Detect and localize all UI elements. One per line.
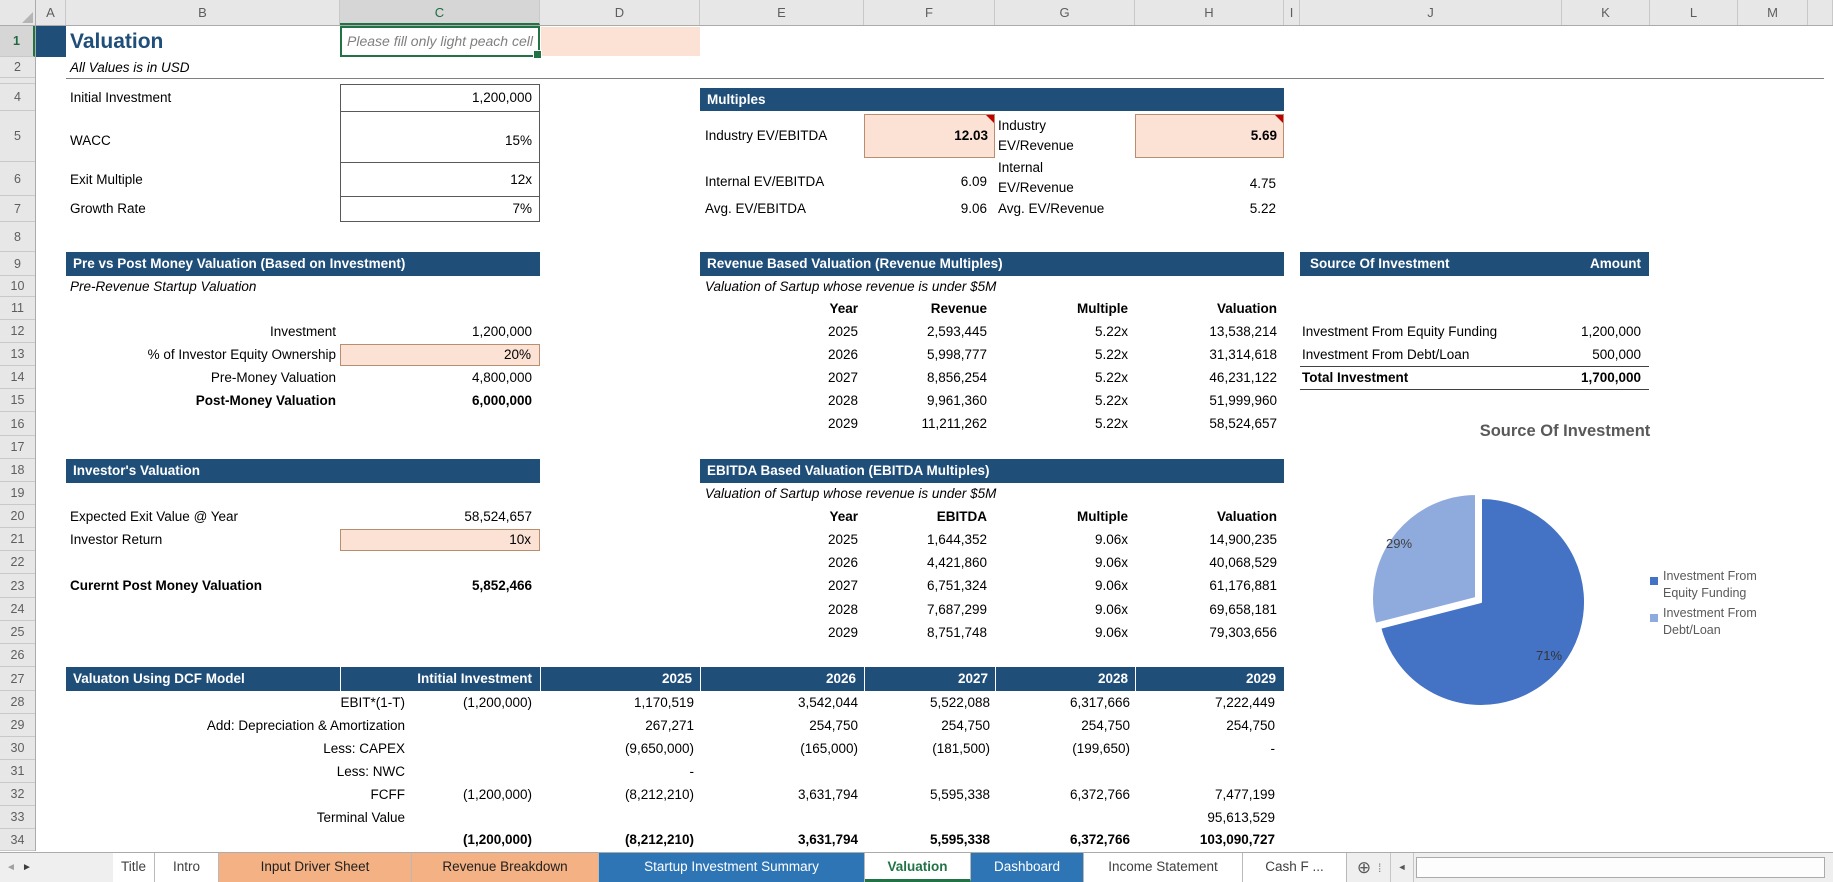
column-header-F[interactable]: F [864,0,995,25]
prepost-value: 20% [503,347,531,362]
select-all-corner[interactable] [0,0,36,26]
input-label: WACC [70,133,111,148]
source-total-label: Total Investment [1302,370,1409,385]
multiples-header: Multiples [700,88,1284,111]
table-col-header: Multiple [1077,509,1128,524]
sheet-tab-title[interactable]: Title [113,853,155,882]
source-total-bottomline [1300,389,1649,390]
table-cell: 61,176,881 [1209,578,1277,593]
pie-slice-debt[interactable] [1372,494,1476,624]
input-box-line-2 [340,162,540,163]
dcf-cell: (181,500) [932,741,990,756]
row-header-21[interactable]: 21 [0,528,35,551]
multiples-value: 4.75 [1249,176,1276,191]
row-header-32[interactable]: 32 [0,783,35,806]
row-header-12[interactable]: 12 [0,320,35,343]
table-cell: 8,856,254 [926,370,987,385]
dcf-total: 5,595,338 [929,832,990,847]
prepost-label: Pre-Money Valuation [210,370,336,385]
multiples-label: Internal EV/EBITDA [705,174,825,189]
column-header-E[interactable]: E [700,0,864,25]
input-value-initial-investment[interactable]: 1,200,000 [471,90,532,105]
row-header-29[interactable]: 29 [0,714,35,737]
row-header-19[interactable]: 19 [0,482,35,505]
dcf-cell: 6,372,766 [1069,787,1130,802]
multiples-input-industry-ev-ebitda[interactable] [864,114,995,158]
investor-label: Expected Exit Value @ Year [70,509,239,524]
pie-label-small: 29% [1386,536,1413,551]
table-cell: 2025 [827,532,858,547]
prepost-header: Pre vs Post Money Valuation (Based on Investment) [66,252,540,276]
dcf-cell: 95,613,529 [1207,810,1275,825]
tab-scroll-left-icon[interactable]: ◄ [6,862,16,873]
input-label: Initial Investment [70,90,172,105]
ebitda-val-header: EBITDA Based Valuation (EBITDA Multiples) [700,459,1284,483]
sheet-tab-intro[interactable]: Intro [155,853,219,882]
dcf-cell: 1,170,519 [633,695,694,710]
table-cell: 5.22x [1094,393,1128,408]
revenue-val-header: Revenue Based Valuation (Revenue Multiples) [700,252,1284,276]
multiples-value: 6.09 [960,174,987,189]
dcf-cell: (1,200,000) [462,695,532,710]
row-header-17[interactable]: 17 [0,436,35,459]
dcf-row-label: FCFF [370,787,405,802]
investor-value: 58,524,657 [464,509,532,524]
table-cell: 14,900,235 [1209,532,1277,547]
table-cell: 2025 [827,324,858,339]
table-col-header: Valuation [1216,301,1277,316]
legend-label-equity[interactable]: Investment From Equity Funding [1663,569,1757,600]
table-cell: 9.06x [1094,602,1128,617]
column-header-M[interactable]: M [1738,0,1808,25]
row-header-22[interactable]: 22 [0,551,35,574]
table-cell: 9.06x [1094,578,1128,593]
table-cell: 9,961,360 [926,393,987,408]
row-header-20[interactable]: 20 [0,505,35,528]
sheet-tab-bar [0,852,1833,882]
source-of-investment-pie-chart [1367,487,1595,715]
table-cell: 2029 [827,625,858,640]
column-header-L[interactable]: L [1650,0,1738,25]
row-header-strip [0,26,36,851]
dcf-col-header: 2028 [995,667,1135,691]
source-row-value: 1,200,000 [1580,324,1641,339]
dcf-cell: 254,750 [1081,718,1130,733]
multiples-value: 5.22 [1249,201,1276,216]
table-cell: 5,998,777 [926,347,987,362]
column-header-A[interactable]: A [36,0,66,25]
dcf-header: Valuaton Using DCF Model [66,667,340,691]
multiples-value: 12.03 [954,128,988,143]
dcf-cell: 254,750 [941,718,990,733]
dcf-row-label: Add: Depreciation & Amortization [206,718,405,733]
table-cell: 2028 [827,393,858,408]
column-header-J[interactable]: J [1300,0,1562,25]
dcf-cell: 267,271 [645,718,694,733]
dcf-total: 6,372,766 [1069,832,1130,847]
dcf-cell: 5,522,088 [929,695,990,710]
table-cell: 40,068,529 [1209,555,1277,570]
column-header-blank[interactable] [1808,0,1833,25]
row-header-15[interactable]: 15 [0,389,35,412]
investor-label: Investor Return [70,532,163,547]
row-header-23[interactable]: 23 [0,574,35,598]
row-header-33[interactable]: 33 [0,806,35,829]
dcf-row-label: Terminal Value [316,810,405,825]
dcf-col-header: 2026 [700,667,864,691]
dcf-row-label: EBIT*(1-T) [340,695,405,710]
source-amount-label: Amount [1590,256,1641,271]
input-label: Exit Multiple [70,172,143,187]
dcf-total: (8,212,210) [624,832,694,847]
row-header-14[interactable]: 14 [0,366,35,389]
prepost-label: Post-Money Valuation [195,393,336,408]
dcf-cell: 254,750 [1226,718,1275,733]
prepost-value: 6,000,000 [471,393,532,408]
input-value-wacc[interactable]: 15% [504,133,532,148]
table-cell: 58,524,657 [1209,416,1277,431]
table-col-header: Year [829,509,858,524]
table-cell: 5.22x [1094,370,1128,385]
input-box-line-1 [340,111,540,112]
table-cell: 5.22x [1094,324,1128,339]
table-cell: 5.22x [1094,347,1128,362]
column-header-K[interactable]: K [1562,0,1650,25]
input-label: Growth Rate [70,201,146,216]
dcf-col-header: 2029 [1135,667,1284,691]
dcf-row-label: Less: NWC [336,764,405,779]
sheet-tab-dashboard[interactable]: Dashboard [971,853,1084,882]
title-divider [66,78,1824,79]
prepost-label: Investment [269,324,336,339]
table-cell: 2027 [827,370,858,385]
table-cell: 7,687,299 [926,602,987,617]
table-cell: 79,303,656 [1209,625,1277,640]
table-cell: 69,658,181 [1209,602,1277,617]
input-value-exit-multiple[interactable]: 12x [510,172,532,187]
source-row-label: Investment From Debt/Loan [1302,347,1470,362]
multiples-label: Industry EV/Revenue [998,118,1074,153]
add-sheet-icon[interactable]: ⊕ [1356,858,1372,877]
row-header-26[interactable]: 26 [0,644,35,667]
row-header-11[interactable]: 11 [0,297,35,320]
table-cell: 9.06x [1094,625,1128,640]
row-header-27[interactable]: 27 [0,667,35,691]
row-header-9[interactable]: 9 [0,252,35,276]
dcf-cell: 7,222,449 [1214,695,1275,710]
table-cell: 5.22x [1094,416,1128,431]
instruction-text: Please fill only light peach cell [347,33,533,49]
investor-label: Curernt Post Money Valuation [70,578,263,593]
source-header [1300,252,1649,276]
chart-title: Source Of Investment [1479,422,1651,440]
row-header-6[interactable]: 6 [0,162,35,196]
source-row-label: Investment From Equity Funding [1302,324,1498,339]
dcf-cell: 3,542,044 [797,695,858,710]
column-header-strip [36,0,1833,26]
equity-ownership-input[interactable] [340,344,540,366]
dcf-cell: (165,000) [800,741,858,756]
row-header-8[interactable]: 8 [0,222,35,252]
dcf-cell: (199,650) [1072,741,1130,756]
dcf-cell: - [1270,741,1275,756]
legend-label-debt[interactable]: Investment From Debt/Loan [1663,606,1757,637]
table-cell: 2027 [827,578,858,593]
dcf-cell: 5,595,338 [929,787,990,802]
column-header-H[interactable]: H [1135,0,1284,25]
multiples-label: Internal EV/Revenue [998,160,1074,195]
multiples-label: Avg. EV/Revenue [998,201,1105,216]
row-header-16[interactable]: 16 [0,412,35,436]
row-header-28[interactable]: 28 [0,691,35,714]
multiples-value: 9.06 [960,201,987,216]
dcf-col-header: Intitial Investment [340,667,540,691]
tab-scroll-right-icon[interactable]: ► [22,862,32,873]
multiples-input-industry-ev-revenue[interactable] [1135,114,1284,158]
prepost-value: 4,800,000 [471,370,532,385]
table-cell: 4,421,860 [926,555,987,570]
sheet-tab-valuation-active[interactable]: Valuation [865,853,971,882]
table-cell: 2029 [827,416,858,431]
multiples-label: Avg. EV/EBITDA [705,201,807,216]
dcf-row-label: Less: CAPEX [323,741,405,756]
ebitda-val-subtitle: Valuation of Sartup whose revenue is under $5M [705,486,997,501]
table-cell: 31,314,618 [1209,347,1277,362]
table-col-header: Valuation [1216,509,1277,524]
row-header-30[interactable]: 30 [0,737,35,760]
revenue-val-subtitle: Valuation of Sartup whose revenue is under $5M [705,279,997,294]
row-header-7[interactable]: 7 [0,196,35,222]
row-header-24[interactable]: 24 [0,598,35,621]
column-header-G[interactable]: G [995,0,1135,25]
table-cell: 46,231,122 [1209,370,1277,385]
dcf-total: (1,200,000) [462,832,532,847]
column-header-B[interactable]: B [66,0,340,25]
subtitle: All Values is in USD [70,60,190,75]
table-col-header: Revenue [930,301,987,316]
cell-a1-accent-block [36,26,66,57]
table-cell: 51,999,960 [1209,393,1277,408]
row-header-2[interactable]: 2 [0,57,35,78]
source-total-value: 1,700,000 [1580,370,1641,385]
table-cell: 8,751,748 [926,625,987,640]
table-cell: 13,538,214 [1209,324,1277,339]
dcf-cell: (8,212,210) [624,787,694,802]
dcf-cell: 254,750 [809,718,858,733]
source-row-value: 500,000 [1592,347,1641,362]
select-all-triangle-icon [22,12,33,23]
dcf-cell: 3,631,794 [797,787,858,802]
investor-return-input[interactable] [340,529,540,551]
row-header-1[interactable]: 1 [0,26,35,57]
table-cell: 2,593,445 [926,324,987,339]
multiples-label: Industry EV/EBITDA [705,128,828,143]
dcf-cell: - [689,764,694,779]
tab-divider-dots-icon: ⁞ [1378,861,1382,875]
table-col-header: Multiple [1077,301,1128,316]
investor-value: 5,852,466 [471,578,532,593]
row-header-10[interactable]: 10 [0,276,35,297]
dcf-total: 3,631,794 [797,832,858,847]
sheet-tab-startup-investment-summary[interactable]: Startup Investment Summary [599,853,865,882]
pie-label-large: 71% [1536,648,1563,663]
legend-marker-equity [1650,577,1658,585]
sheet-tab-revenue-breakdown[interactable]: Revenue Breakdown [412,853,599,882]
prepost-subtitle: Pre-Revenue Startup Valuation [70,279,257,294]
table-cell: 2026 [827,555,858,570]
dcf-col-header: 2025 [540,667,700,691]
table-cell: 9.06x [1094,532,1128,547]
table-cell: 1,644,352 [926,532,987,547]
dcf-cell: (9,650,000) [624,741,694,756]
row-header-13[interactable]: 13 [0,343,35,366]
column-header-C[interactable]: C [340,0,540,25]
column-header-I[interactable]: I [1284,0,1300,25]
multiples-value: 5.69 [1250,128,1277,143]
investor-header: Investor's Valuation [66,459,540,483]
dcf-cell: 6,317,666 [1069,695,1130,710]
row-header-34[interactable]: 34 [0,829,35,851]
row-header-5[interactable]: 5 [0,111,35,162]
sheet-tab-input-driver-sheet[interactable]: Input Driver Sheet [219,853,412,882]
dcf-total: 103,090,727 [1199,832,1275,847]
table-col-header: EBITDA [936,509,987,524]
scrollbar-left-arrow-icon[interactable]: ◄ [1390,853,1414,882]
table-cell: 6,751,324 [926,578,987,593]
row-header-25[interactable]: 25 [0,621,35,644]
source-header-label: Source Of Investment [1310,256,1450,271]
row-header-31[interactable]: 31 [0,760,35,783]
column-header-D[interactable]: D [540,0,700,25]
horizontal-scrollbar-thumb[interactable] [1416,857,1825,878]
investor-value: 10x [509,532,531,547]
row-header-18[interactable]: 18 [0,459,35,482]
input-value-growth-rate[interactable]: 7% [512,201,532,216]
page-title: Valuation [70,30,164,53]
legend-marker-debt [1650,614,1658,622]
prepost-label: % of Investor Equity Ownership [147,347,336,362]
sheet-tab-income-statement[interactable]: Income Statement [1084,853,1243,882]
dcf-col-header: 2027 [864,667,995,691]
table-col-header: Year [829,301,858,316]
table-cell: 2026 [827,347,858,362]
table-cell: 9.06x [1094,555,1128,570]
row-header-4[interactable]: 4 [0,84,35,111]
table-cell: 11,211,262 [921,416,987,431]
table-cell: 2028 [827,602,858,617]
dcf-cell: 7,477,199 [1214,787,1275,802]
dcf-cell: (1,200,000) [462,787,532,802]
sheet-tab-cash-flow[interactable]: Cash F ... [1243,853,1347,882]
prepost-value: 1,200,000 [471,324,532,339]
